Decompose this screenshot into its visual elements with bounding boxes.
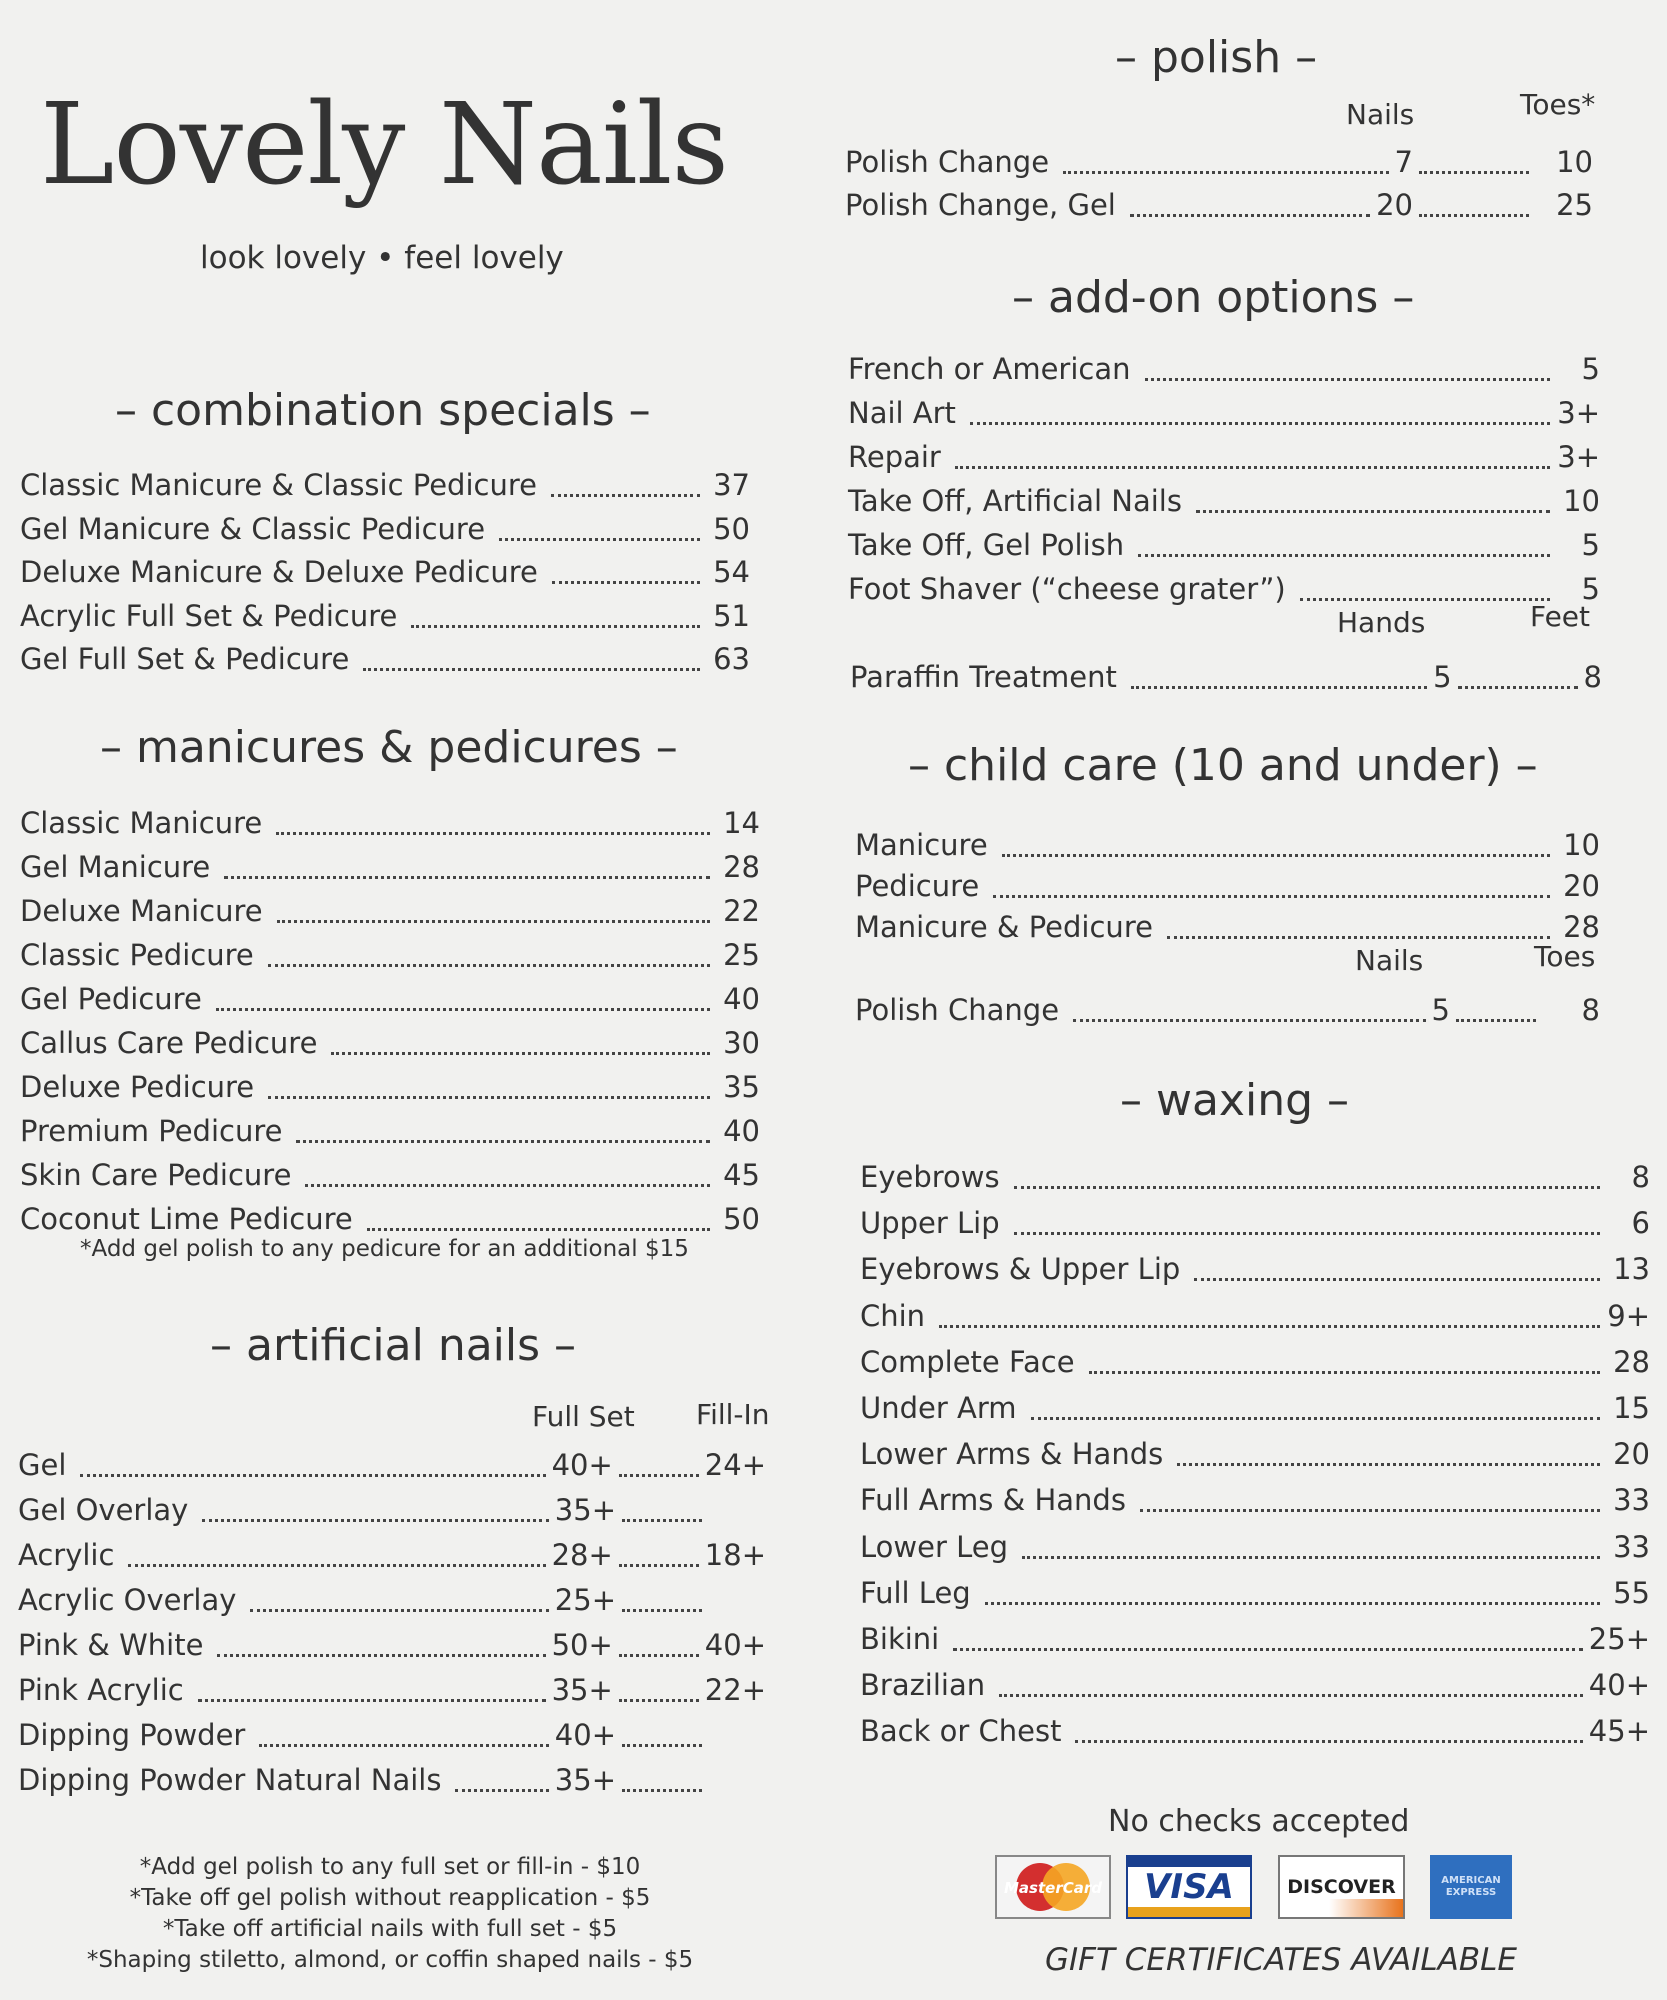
item-price: 45 — [723, 1158, 760, 1192]
waxing-row — [860, 1252, 1650, 1292]
fullset-price: 50+ — [551, 1628, 613, 1662]
item-name: Lower Arms & Hands — [860, 1437, 1164, 1472]
fillin-price: 22+ — [704, 1673, 766, 1707]
manicure-row — [20, 982, 760, 1022]
item-name: Chin — [860, 1298, 926, 1333]
leader-dots — [363, 667, 700, 671]
leader-dots — [411, 624, 700, 628]
item-price: 35 — [723, 1070, 760, 1104]
waxing-row — [860, 1437, 1650, 1477]
combination-title: – combination specials – — [115, 385, 651, 436]
leader-dots — [1002, 853, 1550, 857]
item-name: French or American — [848, 352, 1131, 386]
leader-dots — [1458, 685, 1578, 689]
waxing-row — [860, 1714, 1650, 1754]
addon-row — [848, 528, 1600, 568]
artificial-row — [18, 1718, 766, 1758]
leader-dots — [499, 537, 700, 541]
addon-row — [848, 396, 1600, 436]
item-name: Take Off, Gel Polish — [848, 528, 1125, 562]
item-name: Classic Manicure — [20, 806, 263, 840]
leader-dots — [1063, 170, 1388, 174]
fillin-price: 18+ — [704, 1538, 766, 1572]
leader-dots — [331, 1051, 710, 1055]
item-name: Polish Change — [845, 145, 1050, 179]
item-name: Pink Acrylic — [18, 1673, 184, 1707]
feet-price: 8 — [1583, 660, 1602, 694]
paraffin-treatment-row — [850, 660, 1602, 700]
item-price: 40 — [723, 982, 760, 1016]
manicure-row — [20, 938, 760, 978]
polish-col-toes: Toes* — [1520, 88, 1596, 121]
fullset-price: 35+ — [554, 1763, 616, 1797]
combination-row — [20, 512, 750, 552]
item-name: Polish Change — [855, 993, 1060, 1027]
combination-row — [20, 468, 750, 508]
fullset-price: 40+ — [551, 1448, 613, 1482]
manicure-row — [20, 1026, 760, 1066]
addon-row — [848, 352, 1600, 392]
leader-dots — [1089, 1370, 1600, 1374]
item-name: Classic Manicure & Classic Pedicure — [20, 468, 537, 502]
item-price: 54 — [713, 555, 750, 589]
item-name: Classic Pedicure — [20, 938, 254, 972]
leader-dots — [268, 1095, 710, 1099]
leader-dots — [993, 894, 1550, 898]
polish-row — [845, 145, 1593, 185]
item-price: 20 — [1563, 869, 1600, 903]
item-name: Gel Manicure — [20, 850, 211, 884]
leader-dots — [1075, 1739, 1582, 1743]
toes-price: 8 — [1581, 993, 1600, 1027]
leader-dots — [259, 1743, 548, 1747]
item-name: Repair — [848, 440, 941, 474]
discover-logo — [1278, 1855, 1405, 1919]
nails-price: 20 — [1376, 188, 1413, 222]
item-price: 50 — [713, 511, 750, 546]
item-name: Foot Shaver (“cheese grater”) — [848, 572, 1286, 606]
item-price: 45+ — [1588, 1714, 1650, 1749]
visa-logo — [1126, 1855, 1252, 1919]
item-price: 9+ — [1607, 1298, 1650, 1333]
artificial-col-fillin: Fill-In — [696, 1398, 770, 1431]
leader-dots — [619, 1563, 699, 1567]
artificial-row — [18, 1448, 766, 1488]
item-price: 6 — [1631, 1206, 1650, 1241]
item-price: 5 — [1581, 528, 1600, 562]
waxing-row — [860, 1668, 1650, 1708]
item-price: 25 — [723, 938, 760, 972]
toes-price: 10 — [1556, 145, 1593, 179]
artificial-row — [18, 1763, 766, 1803]
waxing-row — [860, 1622, 1650, 1662]
leader-dots — [1145, 377, 1550, 381]
mastercard-logo — [995, 1855, 1111, 1919]
item-name: Dipping Powder — [18, 1718, 246, 1752]
item-price: 28 — [723, 850, 760, 884]
item-name: Under Arm — [860, 1391, 1017, 1425]
item-name: Skin Care Pedicure — [20, 1158, 292, 1192]
artificial-note: *Take off artificial nails with full set - $5 — [162, 1916, 618, 1942]
leader-dots — [1031, 1416, 1601, 1420]
leader-dots — [128, 1563, 545, 1567]
child-col-toes: Toes — [1534, 940, 1596, 973]
artificial-col-fullset: Full Set — [532, 1400, 635, 1433]
leader-dots — [216, 1007, 710, 1011]
addon-row — [848, 440, 1600, 480]
leader-dots — [1131, 685, 1427, 689]
item-price: 3+ — [1557, 396, 1600, 430]
artificial-row — [18, 1628, 766, 1668]
item-name: Nail Art — [848, 396, 956, 430]
item-price: 33 — [1613, 1483, 1650, 1518]
leader-dots — [619, 1698, 699, 1702]
amex-text: AMERICAN EXPRESS — [1441, 1875, 1501, 1898]
leader-dots — [1022, 1555, 1600, 1559]
fullset-price: 35+ — [554, 1493, 616, 1527]
leader-dots — [985, 1601, 1600, 1605]
waxing-row — [860, 1299, 1650, 1339]
leader-dots — [999, 1693, 1583, 1697]
item-name: Lower Leg — [860, 1529, 1008, 1564]
item-name: Acrylic Full Set & Pedicure — [20, 598, 398, 633]
item-price: 63 — [713, 642, 750, 676]
leader-dots — [551, 493, 700, 497]
leader-dots — [1177, 1462, 1600, 1466]
child-row — [855, 828, 1600, 868]
item-price: 13 — [1613, 1252, 1650, 1287]
child-polish-change-row — [855, 993, 1600, 1033]
manicure-row — [20, 1114, 760, 1154]
item-name: Gel — [18, 1448, 67, 1482]
leader-dots — [619, 1473, 699, 1477]
manicure-row — [20, 850, 760, 890]
item-price: 10 — [1563, 828, 1600, 862]
fullset-price: 40+ — [554, 1718, 616, 1752]
leader-dots — [1167, 935, 1550, 939]
item-price: 8 — [1631, 1160, 1650, 1194]
item-name: Full Arms & Hands — [860, 1483, 1126, 1518]
child-col-nails: Nails — [1355, 944, 1424, 977]
leader-dots — [1196, 509, 1550, 513]
leader-dots — [953, 1647, 1583, 1651]
item-name: Gel Manicure & Classic Pedicure — [20, 511, 486, 546]
leader-dots — [80, 1473, 545, 1477]
leader-dots — [367, 1227, 710, 1231]
leader-dots — [622, 1518, 702, 1522]
fillin-price: 40+ — [704, 1628, 766, 1662]
polish-col-nails: Nails — [1346, 98, 1415, 131]
item-name: Back or Chest — [860, 1714, 1062, 1749]
leader-dots — [276, 831, 710, 835]
leader-dots — [1014, 1185, 1600, 1189]
item-name: Acrylic Overlay — [18, 1583, 237, 1617]
pedicure-note: *Add gel polish to any pedicure for an additional $15 — [80, 1236, 689, 1262]
item-name: Acrylic — [18, 1538, 115, 1572]
checks-note: No checks accepted — [1108, 1804, 1410, 1839]
hands-price: 5 — [1433, 660, 1452, 694]
mastercard-icon — [998, 1859, 1108, 1915]
item-price: 40+ — [1588, 1668, 1650, 1703]
item-price: 20 — [1613, 1437, 1650, 1472]
artificial-row — [18, 1493, 766, 1533]
brand-tagline: look lovely • feel lovely — [200, 240, 564, 276]
leader-dots — [1300, 597, 1550, 601]
addons-col-feet: Feet — [1530, 600, 1591, 633]
combination-row — [20, 555, 750, 595]
leader-dots — [277, 919, 710, 923]
nails-price: 5 — [1431, 993, 1450, 1027]
item-price: 3+ — [1557, 440, 1600, 474]
waxing-row — [860, 1206, 1650, 1246]
addons-col-hands: Hands — [1337, 606, 1426, 639]
leader-dots — [1138, 553, 1550, 557]
item-price: 5 — [1581, 572, 1600, 606]
item-price: 28 — [1613, 1344, 1650, 1379]
leader-dots — [1456, 1018, 1536, 1022]
item-price: 55 — [1613, 1575, 1650, 1610]
child-title: – child care (10 and under) – — [908, 740, 1538, 791]
leader-dots — [305, 1183, 710, 1187]
waxing-title: – waxing – — [1120, 1075, 1350, 1126]
leader-dots — [955, 465, 1550, 469]
fullset-price: 28+ — [551, 1538, 613, 1572]
waxing-row — [860, 1345, 1650, 1385]
artificial-title: – artificial nails – — [210, 1320, 577, 1371]
waxing-row — [860, 1576, 1650, 1616]
fullset-price: 35+ — [551, 1673, 613, 1707]
item-name: Premium Pedicure — [20, 1114, 283, 1148]
item-name: Paraffin Treatment — [850, 660, 1117, 694]
item-name: Dipping Powder Natural Nails — [18, 1763, 442, 1797]
item-price: 50 — [723, 1202, 760, 1236]
child-row — [855, 869, 1600, 909]
fullset-price: 25+ — [554, 1583, 616, 1617]
child-row — [855, 910, 1600, 950]
leader-dots — [970, 421, 1550, 425]
addons-title: – add-on options – — [1012, 272, 1415, 323]
item-price: 37 — [713, 468, 750, 502]
manicure-row — [20, 1158, 760, 1198]
item-price: 28 — [1563, 910, 1600, 944]
polish-row — [845, 188, 1593, 228]
manicure-row — [20, 806, 760, 846]
leader-dots — [1419, 170, 1529, 174]
artificial-note: *Add gel polish to any full set or fill-in - $10 — [139, 1854, 641, 1880]
leader-dots — [1140, 1508, 1600, 1512]
combination-row — [20, 599, 750, 639]
waxing-row — [860, 1530, 1650, 1570]
item-name: Callus Care Pedicure — [20, 1026, 318, 1060]
leader-dots — [939, 1324, 1600, 1328]
visa-text: VISA — [1144, 1867, 1234, 1907]
discover-text: DISCOVER — [1287, 1876, 1396, 1898]
artificial-note: *Take off gel polish without reapplication - $5 — [129, 1885, 651, 1911]
item-price: 15 — [1613, 1391, 1650, 1425]
leader-dots — [202, 1518, 548, 1522]
item-name: Deluxe Manicure — [20, 894, 263, 928]
item-price: 22 — [723, 894, 760, 928]
leader-dots — [250, 1608, 548, 1612]
brand-name: Lovely Nails — [40, 80, 728, 210]
nails-price: 7 — [1394, 145, 1413, 179]
leader-dots — [1194, 1277, 1600, 1281]
item-name: Manicure — [855, 828, 988, 862]
item-name: Complete Face — [860, 1344, 1075, 1379]
toes-price: 25 — [1556, 188, 1593, 222]
leader-dots — [296, 1139, 710, 1143]
item-name: Brazilian — [860, 1668, 986, 1703]
item-price: 5 — [1581, 352, 1600, 386]
waxing-row — [860, 1483, 1650, 1523]
item-price: 51 — [713, 598, 750, 633]
combination-row — [20, 642, 750, 682]
leader-dots — [1419, 213, 1529, 217]
leader-dots — [224, 875, 710, 879]
leader-dots — [217, 1653, 545, 1657]
item-name: Deluxe Manicure & Deluxe Pedicure — [20, 555, 538, 589]
manicure-row — [20, 1070, 760, 1110]
leader-dots — [1130, 213, 1370, 217]
item-name: Deluxe Pedicure — [20, 1070, 255, 1104]
leader-dots — [622, 1608, 702, 1612]
artificial-row — [18, 1583, 766, 1623]
item-name: Manicure & Pedicure — [855, 910, 1153, 944]
item-name: Eyebrows — [860, 1160, 1000, 1194]
item-name: Pedicure — [855, 869, 980, 903]
item-name: Full Leg — [860, 1575, 971, 1610]
leader-dots — [198, 1698, 546, 1702]
item-name: Bikini — [860, 1622, 940, 1656]
artificial-row — [18, 1673, 766, 1713]
leader-dots — [622, 1743, 702, 1747]
item-name: Upper Lip — [860, 1206, 1000, 1241]
manicures-title: – manicures & pedicures – — [100, 722, 678, 773]
item-name: Pink & White — [18, 1628, 204, 1662]
waxing-row — [860, 1391, 1650, 1431]
mastercard-text: MasterCard — [1004, 1879, 1102, 1897]
item-name: Eyebrows & Upper Lip — [860, 1252, 1181, 1287]
artificial-note: *Shaping stiletto, almond, or coffin shaped nails - $5 — [86, 1947, 694, 1973]
item-name: Gel Overlay — [18, 1493, 189, 1527]
leader-dots — [1014, 1231, 1600, 1235]
manicure-row — [20, 894, 760, 934]
item-price: 14 — [723, 806, 760, 840]
item-name: Gel Full Set & Pedicure — [20, 642, 350, 676]
item-price: 10 — [1563, 484, 1600, 518]
item-name: Polish Change, Gel — [845, 188, 1116, 222]
item-price: 40 — [723, 1114, 760, 1148]
leader-dots — [1073, 1018, 1425, 1022]
polish-title: – polish – — [1115, 32, 1318, 83]
leader-dots — [622, 1788, 702, 1792]
waxing-row — [860, 1160, 1650, 1200]
amex-logo — [1430, 1855, 1512, 1919]
addon-row — [848, 484, 1600, 524]
item-price: 25+ — [1588, 1622, 1650, 1656]
leader-dots — [268, 963, 710, 967]
item-price: 33 — [1613, 1529, 1650, 1564]
leader-dots — [619, 1653, 699, 1657]
leader-dots — [552, 580, 700, 584]
item-name: Take Off, Artificial Nails — [848, 484, 1182, 518]
fillin-price: 24+ — [704, 1448, 766, 1482]
addon-row — [848, 572, 1600, 612]
item-name: Coconut Lime Pedicure — [20, 1202, 353, 1236]
item-price: 30 — [723, 1026, 760, 1060]
item-name: Gel Pedicure — [20, 982, 202, 1016]
leader-dots — [455, 1788, 548, 1792]
artificial-row — [18, 1538, 766, 1578]
gift-certificates: GIFT CERTIFICATES AVAILABLE — [1045, 1942, 1517, 1978]
